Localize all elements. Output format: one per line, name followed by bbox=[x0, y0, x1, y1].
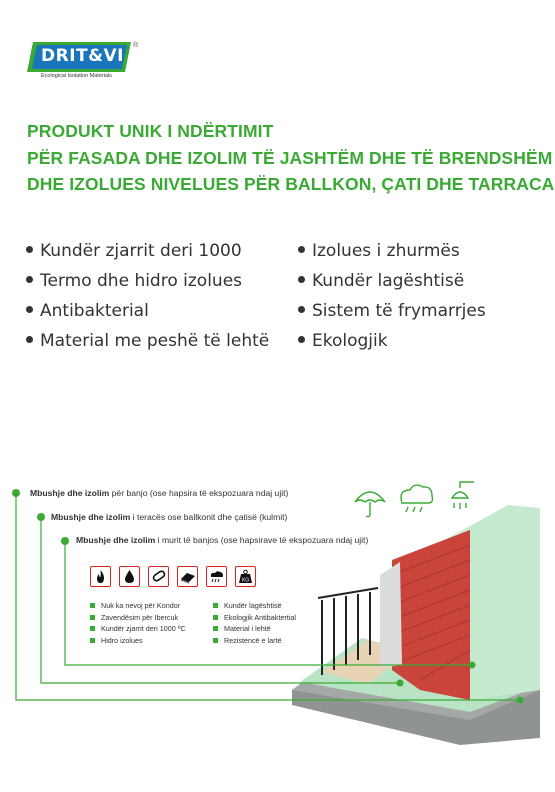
bullet-icon bbox=[90, 638, 95, 643]
bullet-icon bbox=[213, 615, 218, 620]
logo-tagline: Ecological Isolation Materials bbox=[41, 73, 112, 79]
logo-registered-mark: ® bbox=[133, 42, 139, 49]
property-item: Kundër zjarrit deri 1000 ºC bbox=[90, 623, 186, 635]
feature-label: Antibakterial bbox=[40, 301, 149, 321]
bullet-icon bbox=[90, 615, 95, 620]
property-item: Zavendësim për Ibercuk bbox=[90, 612, 186, 624]
bullet-icon bbox=[90, 603, 95, 608]
weight-label: KG bbox=[241, 577, 250, 584]
property-item: Rezistencë e lartë bbox=[213, 635, 296, 647]
headline-line-1: PRODUKT UNIK I NDËRTIMIT bbox=[27, 121, 274, 141]
layer-marker-dot bbox=[12, 489, 20, 497]
bullet-icon bbox=[90, 626, 95, 631]
property-item: Ekologjik Antibaktertial bbox=[213, 612, 296, 624]
properties-left-list bbox=[90, 600, 186, 646]
water-drop-icon bbox=[119, 566, 140, 587]
feature-label: Kundër lagështisë bbox=[312, 271, 465, 291]
logo-text: DRIT&VI bbox=[41, 46, 124, 66]
flame-icon bbox=[90, 566, 111, 587]
property-item: Hidro izolues bbox=[90, 635, 186, 647]
property-item: Nuk ka nevoj për Kondor bbox=[90, 600, 186, 612]
bullet-icon bbox=[213, 626, 218, 631]
feature-label: Kundër zjarrit deri 1000 bbox=[40, 241, 242, 261]
tile-icon bbox=[177, 566, 198, 587]
headline-line-2: PËR FASADA DHE IZOLIM TË JASHTËM DHE TË BRENDSHËM bbox=[27, 147, 553, 168]
rain-cloud-icon bbox=[401, 485, 433, 512]
feature-label: Izolues i zhurmës bbox=[312, 241, 460, 261]
feature-label: Material me peshë të lehtë bbox=[40, 331, 270, 351]
weight-kg-icon bbox=[235, 566, 256, 587]
layer-marker-dot bbox=[37, 513, 45, 521]
headline-line-3: DHE IZOLUES NIVELUES PËR BALLKON, ÇATI DHE TARRACA bbox=[27, 174, 555, 194]
property-item: Material i lehtë bbox=[213, 623, 296, 635]
layer-label-bathroom-wall: Mbushje dhe izolim i murit të banjos (ose hapsirave të ekspozuara ndaj ujit) bbox=[76, 535, 369, 545]
umbrella-icon bbox=[355, 492, 385, 517]
feature-label: Termo dhe hidro izolues bbox=[40, 271, 243, 291]
pipe-icon bbox=[148, 566, 169, 587]
layer-label-terrace: Mbushje dhe izolim i teracës ose ballkonit dhe çatisë (kulmit) bbox=[51, 512, 288, 522]
properties-right-list bbox=[213, 600, 296, 646]
bullet-icon bbox=[213, 638, 218, 643]
brick-wall bbox=[392, 530, 470, 700]
layer-label-bathroom: Mbushje dhe izolim për banjo (ose hapsira të ekspozuara ndaj ujit) bbox=[30, 488, 289, 498]
bullet-icon bbox=[213, 603, 218, 608]
feature-label: Ekologjik bbox=[312, 331, 388, 351]
layer-marker-dot bbox=[61, 537, 69, 545]
wall-panel bbox=[380, 562, 402, 668]
property-item: Kundër lagështisë bbox=[213, 600, 296, 612]
feature-label: Sistem të frymarrjes bbox=[312, 301, 486, 321]
rain-cloud-icon bbox=[206, 566, 227, 587]
shower-icon bbox=[452, 482, 474, 509]
